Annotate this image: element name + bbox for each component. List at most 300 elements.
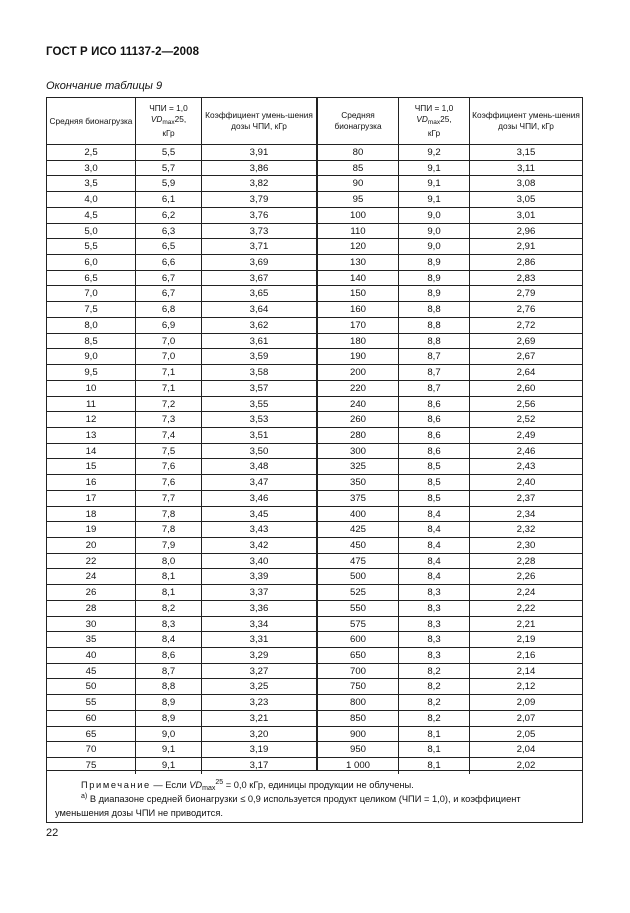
bioburden-cell: 120 [318,239,399,254]
table-row [318,727,582,743]
bioburden-cell: 75 [47,758,136,774]
factor-cell: 2,21 [516,618,536,630]
table-row [318,617,582,633]
vd-cell: 8,5 [399,459,470,474]
bioburden-cell: 400 [318,507,399,522]
factor-cell: 3,91 [249,147,269,158]
header-mean-bioburden: Средняя бионагрузка [47,98,136,144]
table-row [318,742,582,758]
vd-cell: 8,4 [399,522,470,537]
vd-cell: 8,1 [399,727,470,742]
bioburden-cell: 700 [318,664,399,679]
factor-cell: 2,24 [516,587,536,599]
factor-cell: 2,09 [516,697,536,709]
vd-cell: 7,3 [136,412,202,427]
vd-cell: 8,9 [399,255,470,270]
factor-cell: 3,20 [249,728,269,740]
vd-cell: 8,0 [136,554,202,569]
vd-cell: 7,0 [136,334,202,349]
header-mean-bioburden: Средняя бионагрузка [318,98,399,144]
bioburden-cell: 16 [47,475,136,490]
factor-cell: 3,53 [249,414,269,426]
bioburden-cell: 1 000 [318,758,399,774]
factor-cell: 2,60 [516,382,536,394]
vd-cell: 7,6 [136,459,202,474]
vd-cell: 7,5 [136,444,202,459]
vd-cell: 9,0 [136,727,202,742]
vd-cell: 9,1 [399,192,470,207]
factor-cell: 3,73 [249,225,269,237]
factor-cell: 3,47 [249,477,269,489]
vd-cell: 8,1 [136,569,202,584]
factor-cell: 3,42 [249,539,269,551]
factor-cell: 2,32 [516,524,536,536]
vd-cell: 9,1 [136,742,202,757]
table-row [47,176,318,192]
bioburden-cell: 500 [318,569,399,584]
vd-cell: 8,5 [399,491,470,506]
table-row [318,161,582,177]
factor-cell: 2,22 [516,602,536,614]
bioburden-cell: 26 [47,585,136,600]
table-row [318,255,582,271]
factor-cell: 2,64 [516,367,536,379]
factor-cell: 2,96 [516,225,536,237]
table-row [318,349,582,365]
factor-cell: 3,31 [249,634,269,646]
factor-cell: 2,79 [516,288,536,300]
vd-cell: 6,3 [136,224,202,239]
vd-cell: 8,9 [136,695,202,710]
vd-cell: 8,3 [399,601,470,616]
table-row [318,381,582,397]
vd-cell: 8,3 [399,648,470,663]
table-row [318,302,582,318]
bioburden-cell: 350 [318,475,399,490]
table-caption: Окончание таблицы 9 [46,80,163,92]
table-row [47,412,318,428]
vd-cell: 7,8 [136,507,202,522]
table-row [318,365,582,381]
vd-cell: 7,1 [136,381,202,396]
factor-cell: 3,69 [249,257,269,269]
bioburden-cell: 850 [318,711,399,726]
factor-cell: 3,40 [249,555,269,567]
vd-cell: 6,9 [136,318,202,333]
bioburden-cell: 3,0 [47,161,136,176]
table-row [318,648,582,664]
vd-cell: 8,2 [399,695,470,710]
bioburden-cell: 55 [47,695,136,710]
factor-cell: 2,52 [516,414,536,426]
vd-cell: 8,8 [399,334,470,349]
table-row [318,145,582,161]
table-row [47,192,318,208]
factor-cell: 3,05 [516,194,536,206]
bioburden-cell: 70 [47,742,136,757]
bioburden-cell: 450 [318,538,399,553]
bioburden-cell: 150 [318,286,399,301]
vd-cell: 8,7 [399,365,470,380]
table-row [47,255,318,271]
table-row [318,679,582,695]
table-row [318,192,582,208]
factor-cell: 3,57 [249,382,269,394]
vd-cell: 7,7 [136,491,202,506]
bioburden-cell: 650 [318,648,399,663]
note-vd: VD [189,780,203,791]
factor-cell: 3,59 [249,351,269,363]
table-row [318,397,582,413]
header-dose-reduction-factor: Коэффициент умень-шения дозы ЧПИ, кГр [205,110,313,131]
vd-cell: 8,5 [399,475,470,490]
bioburden-cell: 300 [318,444,399,459]
table-row [47,491,318,507]
bioburden-cell: 12 [47,412,136,427]
bioburden-cell: 22 [47,554,136,569]
table-row [47,475,318,491]
bioburden-cell: 15 [47,459,136,474]
factor-cell: 2,83 [516,272,536,284]
bioburden-cell: 50 [47,679,136,694]
bioburden-cell: 260 [318,412,399,427]
table-row [47,585,318,601]
factor-cell: 3,11 [517,162,535,174]
bioburden-cell: 600 [318,632,399,647]
table-row [47,271,318,287]
bioburden-cell: 19 [47,522,136,537]
bioburden-cell: 160 [318,302,399,317]
vd-cell: 8,6 [399,444,470,459]
bioburden-cell: 30 [47,617,136,632]
factor-cell: 2,30 [516,539,536,551]
vd-cell: 9,1 [399,161,470,176]
table-row [47,302,318,318]
vd-cell: 8,8 [399,302,470,317]
factor-cell: 2,86 [516,257,536,269]
header-vd-unit: кГр [427,128,441,138]
bioburden-cell: 13 [47,428,136,443]
factor-cell: 3,43 [249,524,269,536]
bioburden-cell: 28 [47,601,136,616]
table-row [318,459,582,475]
factor-cell: 2,46 [516,445,536,457]
factor-cell: 3,37 [249,587,269,599]
vd-cell: 6,7 [136,286,202,301]
bioburden-cell: 575 [318,617,399,632]
factor-cell: 2,05 [516,728,536,740]
table-row [318,695,582,711]
bioburden-cell: 200 [318,365,399,380]
bioburden-cell: 14 [47,444,136,459]
vd-cell: 8,3 [399,632,470,647]
table-row [47,239,318,255]
table-row [318,632,582,648]
factor-cell: 2,72 [516,319,536,331]
header-vd-unit: кГр [162,128,175,138]
bioburden-cell: 100 [318,208,399,223]
factor-cell: 3,50 [249,445,269,457]
vd-cell: 8,6 [399,412,470,427]
factor-cell: 3,64 [249,304,269,316]
factor-cell: 3,34 [249,618,269,630]
vd-cell: 6,6 [136,255,202,270]
bioburden-cell: 8,5 [47,334,136,349]
table-row [47,554,318,570]
table-row [318,475,582,491]
bioburden-cell: 3,5 [47,176,136,191]
bioburden-cell: 750 [318,679,399,694]
bioburden-cell: 325 [318,459,399,474]
table-row [47,664,318,680]
table-row [318,711,582,727]
vd-cell: 8,6 [136,648,202,663]
factor-cell: 2,16 [516,650,536,661]
header-sip-vd [399,98,470,144]
table-row [318,224,582,240]
table-row [47,349,318,365]
bioburden-cell: 17 [47,491,136,506]
vd-cell: 8,4 [399,569,470,584]
bioburden-cell: 950 [318,742,399,757]
factor-cell: 3,65 [249,288,269,300]
bioburden-cell: 90 [318,176,399,191]
bioburden-cell: 20 [47,538,136,553]
table-header-row [318,98,582,145]
bioburden-cell: 7,0 [47,286,136,301]
bioburden-cell: 80 [318,145,399,160]
bioburden-cell: 4,0 [47,192,136,207]
factor-cell: 3,46 [249,492,269,504]
table-row [47,742,318,758]
vd-cell: 8,9 [136,711,202,726]
bioburden-cell: 18 [47,507,136,522]
table-row [47,632,318,648]
vd-cell: 8,3 [136,617,202,632]
bioburden-cell: 525 [318,585,399,600]
factor-cell: 3,15 [516,147,536,158]
bioburden-cell: 110 [318,224,399,239]
table-row [47,459,318,475]
factor-cell: 2,28 [516,555,536,567]
table-row [47,397,318,413]
factor-cell: 3,17 [249,760,269,772]
header-sip-line1: ЧПИ = 1,0 [149,103,188,113]
table-row [318,286,582,302]
factor-cell: 3,48 [249,461,269,473]
vd-cell: 9,0 [399,239,470,254]
bioburden-cell: 4,5 [47,208,136,223]
bioburden-cell: 180 [318,334,399,349]
factor-cell: 3,45 [249,508,269,520]
table-row [318,239,582,255]
table-row [47,695,318,711]
vd-cell: 8,1 [399,758,470,774]
footnote-marker: a) [81,793,88,800]
table-row [47,522,318,538]
factor-cell: 2,04 [516,744,536,756]
table-row [47,381,318,397]
table-row [318,507,582,523]
vd-cell: 8,4 [399,507,470,522]
table-row [318,444,582,460]
vd-cell: 6,8 [136,302,202,317]
bioburden-cell: 45 [47,664,136,679]
vd-cell: 8,4 [399,538,470,553]
table-left-body [47,145,318,774]
factor-cell: 3,25 [249,681,269,693]
vd-cell: 8,1 [136,585,202,600]
vd-cell: 9,0 [399,224,470,239]
vd-cell: 5,7 [136,161,202,176]
vd-cell: 8,6 [399,397,470,412]
table-row [47,679,318,695]
vd-cell: 6,1 [136,192,202,207]
dose-reduction-table [46,97,583,823]
factor-cell: 2,12 [516,681,536,693]
header-vd: VD [150,114,163,124]
header-vd-sub: max [162,119,175,126]
factor-cell: 2,56 [516,398,536,410]
vd-cell: 8,9 [399,286,470,301]
header-vd-25: 25 [440,114,450,124]
table-right-body [318,145,582,774]
table-row [47,365,318,381]
table-row [47,727,318,743]
factor-cell: 3,36 [249,602,269,614]
table-row [47,507,318,523]
factor-cell: 2,43 [516,461,536,473]
vd-cell: 7,1 [136,365,202,380]
bioburden-cell: 24 [47,569,136,584]
bioburden-cell: 130 [318,255,399,270]
vd-cell: 8,2 [399,664,470,679]
vd-cell: 8,3 [399,585,470,600]
table-row [47,648,318,664]
table-row [47,711,318,727]
factor-cell: 3,67 [249,272,269,284]
bioburden-cell: 2,5 [47,145,136,160]
bioburden-cell: 9,0 [47,349,136,364]
factor-cell: 3,62 [249,319,269,331]
bioburden-cell: 170 [318,318,399,333]
table-row [318,428,582,444]
factor-cell: 3,51 [249,429,269,441]
factor-cell: 3,61 [249,335,269,347]
vd-cell: 8,7 [136,664,202,679]
factor-cell: 3,55 [249,398,269,410]
factor-cell: 3,71 [249,241,269,253]
bioburden-cell: 6,0 [47,255,136,270]
bioburden-cell: 375 [318,491,399,506]
factor-cell: 2,49 [516,429,536,441]
factor-cell: 3,76 [249,209,269,221]
vd-cell: 9,0 [399,208,470,223]
table-row [47,286,318,302]
factor-cell: 3,21 [249,712,269,724]
bioburden-cell: 190 [318,349,399,364]
factor-cell: 2,37 [516,492,536,504]
vd-cell: 6,2 [136,208,202,223]
table-row [318,334,582,350]
vd-cell: 7,6 [136,475,202,490]
vd-cell: 8,7 [399,349,470,364]
table-row [318,664,582,680]
factor-cell: 3,29 [249,650,269,661]
factor-cell: 3,01 [516,209,536,221]
bioburden-cell: 800 [318,695,399,710]
vd-cell: 9,1 [399,176,470,191]
header-sip-line1: ЧПИ = 1,0 [414,103,454,113]
table-row [47,161,318,177]
bioburden-cell: 8,0 [47,318,136,333]
vd-cell: 8,4 [136,632,202,647]
bioburden-cell: 5,0 [47,224,136,239]
note-text-e: = 0,0 кГр, единицы продукции не облучены. [223,780,414,791]
note-line-2 [55,790,576,820]
vd-cell: 8,3 [399,617,470,632]
bioburden-cell: 140 [318,271,399,286]
table-row [47,208,318,224]
header-vd-25: 25 [174,114,184,124]
vd-cell: 8,9 [399,271,470,286]
table-row [47,334,318,350]
bioburden-cell: 10 [47,381,136,396]
vd-cell: 5,9 [136,176,202,191]
table-row [47,601,318,617]
table-row [47,145,318,161]
table-row [318,585,582,601]
table-row [318,318,582,334]
table-row [47,224,318,240]
vd-cell: 7,2 [136,397,202,412]
factor-cell: 3,86 [249,162,269,174]
factor-cell: 2,69 [516,335,536,347]
bioburden-cell: 5,5 [47,239,136,254]
header-dose-reduction-factor: Коэффициент умень-шения дозы ЧПИ, кГр [472,110,580,131]
factor-cell: 2,02 [516,760,536,772]
table-row [318,412,582,428]
header-sip-vd [136,98,202,144]
table-row [47,538,318,554]
vd-cell: 7,4 [136,428,202,443]
factor-cell: 3,27 [249,665,269,677]
vd-cell: 8,2 [399,679,470,694]
vd-cell: 8,4 [399,554,470,569]
bioburden-cell: 280 [318,428,399,443]
factor-cell: 2,91 [516,241,536,253]
factor-cell: 3,82 [249,178,269,190]
vd-cell: 8,2 [136,601,202,616]
factor-cell: 2,34 [516,508,536,520]
vd-cell: 7,9 [136,538,202,553]
bioburden-cell: 11 [47,397,136,412]
table-row [47,617,318,633]
table-row [318,569,582,585]
bioburden-cell: 85 [318,161,399,176]
factor-cell: 3,39 [249,571,269,583]
note-label: Примечание [81,780,151,791]
bioburden-cell: 65 [47,727,136,742]
vd-cell: 8,6 [399,428,470,443]
document-title: ГОСТ Р ИСО 11137-2—2008 [46,46,200,58]
factor-cell: 2,07 [516,712,536,724]
footnote-text: В диапазоне средней бионагрузки ≤ 0,9 используется продукт целиком (ЧПИ = 1,0), и коэффициент уменьшения дозы ЧПИ не приводится. [55,794,521,819]
vd-cell: 5,5 [136,145,202,160]
vd-cell: 7,0 [136,349,202,364]
bioburden-cell: 425 [318,522,399,537]
note-vd-sub: max [202,785,216,793]
